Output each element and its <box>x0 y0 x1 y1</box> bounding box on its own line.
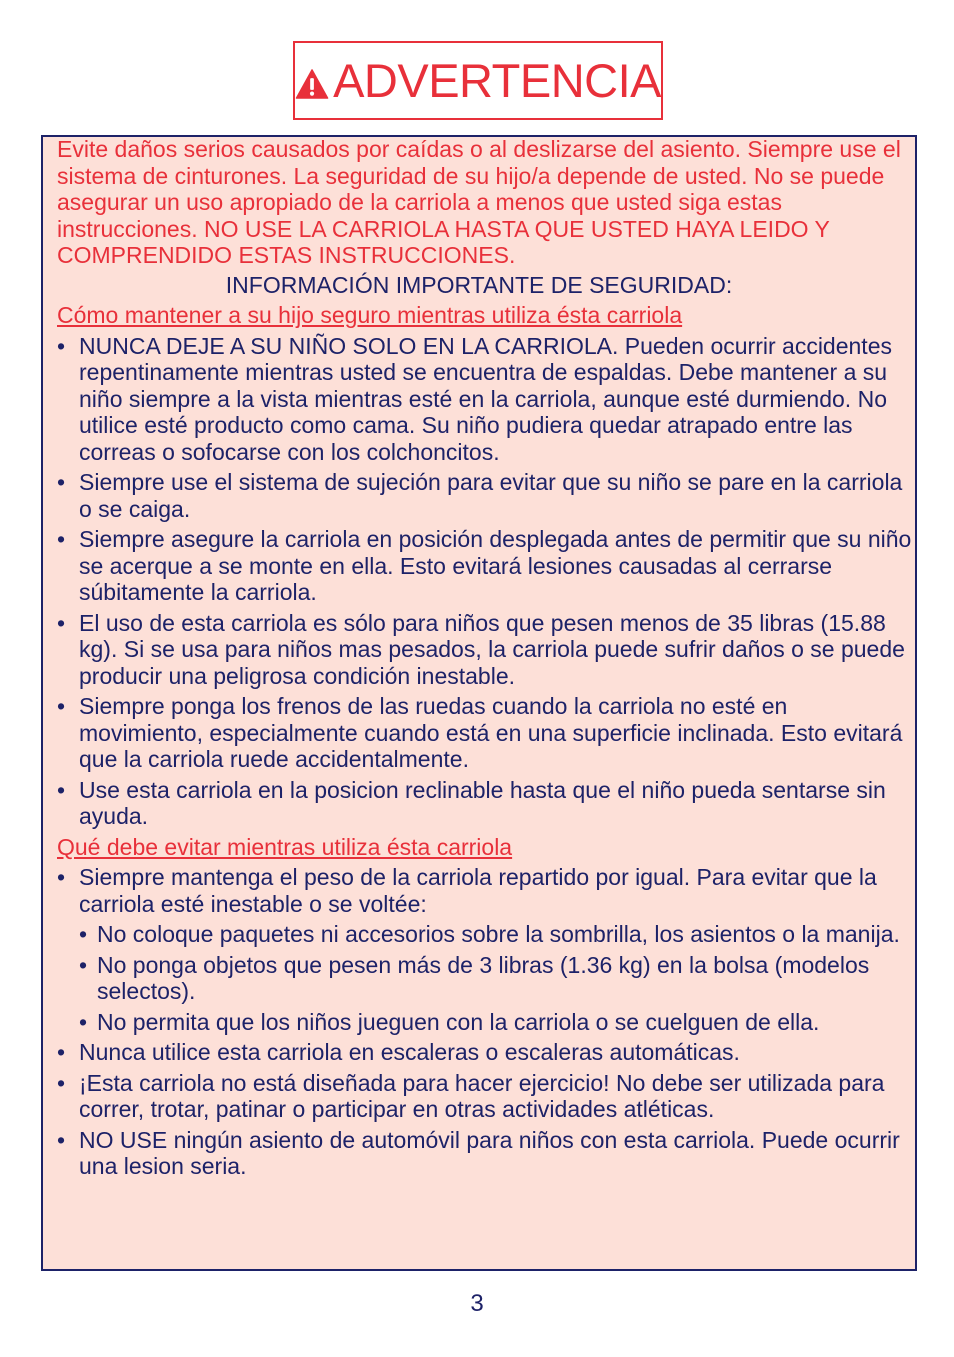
list-item <box>57 864 915 917</box>
sub-bullet: • <box>79 951 88 978</box>
bullet: • <box>57 864 66 890</box>
warning-triangle-icon <box>295 63 329 105</box>
safety-heading: INFORMACIÓN IMPORTANTE DE SEGURIDAD: <box>225 271 733 298</box>
bullet-text: No debe ser utilizada para correr, trotar, patinar o participar en otras actividades atléticas. <box>79 1069 885 1122</box>
bullet: • <box>57 1069 66 1096</box>
list-item <box>57 333 915 466</box>
bullet-text: . Pueden ocurrir accidentes repentinamente mientras usted se encuentra de espaldas. Debe mantener a su niño siempre a la vista mientras esté en la carriola, aunque esté durmiendo. No utilice esté producto como cama. Su niño pudiera quedar atrapado entre las correas o sofocarse con los colchoncitos. <box>79 332 892 465</box>
list-item <box>57 1070 915 1123</box>
intro-text: Evite daños serios causados por caídas o al deslizarse del asiento. Siempre use el sistema de cinturones. La seguridad de su hijo/a depende de usted. No se puede asegurar un uso apropiado de la carriola a menos que usted siga estas instrucciones. NO USE LA CARRIOLA HASTA QUE USTED HAYA LEIDO Y COMPRENDIDO ESTAS INSTRUCCIONES. <box>57 136 901 268</box>
bullet: • <box>57 1039 66 1065</box>
bullet: • <box>57 776 66 803</box>
bullet-strong: Nunca utilice esta carriola en escaleras o escaleras automáticas. <box>79 1039 740 1065</box>
sub-list-item <box>57 921 915 948</box>
bullet: • <box>57 526 66 552</box>
bullet-text: Para evitar que la carriola esté inestable o se voltée: <box>79 864 877 917</box>
list-item <box>57 777 915 830</box>
sub-list-item <box>57 952 915 1005</box>
warning-banner <box>293 41 663 120</box>
bullet-strong: NUNCA DEJE A SU NIÑO SOLO EN LA CARRIOLA <box>79 332 612 359</box>
list-item <box>57 693 915 773</box>
list-item <box>57 526 915 606</box>
section-title-keep-safe: Cómo mantener a su hijo seguro mientras utiliza ésta carriola <box>57 302 683 328</box>
warning-title: ADVERTENCIA <box>333 54 661 107</box>
list-item <box>57 469 915 522</box>
bullet: • <box>57 609 66 636</box>
bullet-text: Use esta carriola en la posicion reclinable hasta que el niño pueda sentarse sin ayuda. <box>79 776 886 829</box>
safety-panel <box>41 135 917 1271</box>
bullet-strong: ¡Esta carriola no está diseñada para hacer ejercicio! <box>79 1069 610 1096</box>
sub-list-item <box>57 1009 915 1036</box>
bullet-text: Esto evitará lesiones causadas al cerrarse súbitamente la carriola. <box>79 552 833 605</box>
bullet-strong: El uso de esta carriola es sólo para niños que pesen menos de 35 libras (15.88 kg). <box>79 609 886 662</box>
bullet: • <box>57 1126 66 1153</box>
bullet: • <box>57 332 66 359</box>
bullet-strong: Siempre use el sistema de sujeción para evitar que su niño se pare en la carriola o se caiga. <box>79 469 903 522</box>
bullet-strong: NO USE ningún asiento de automóvil para niños con esta carriola. Puede ocurrir una lesion seria. <box>79 1126 900 1179</box>
sub-bullet-text: No coloque paquetes ni accesorios sobre la sombrilla, los asientos o la manija. <box>97 921 900 947</box>
bullet-text: Si se usa para niños mas pesados, la carriola puede sufrir daños o se puede producir una peligrosa condición inestable. <box>79 636 905 689</box>
page-number: 3 <box>470 1290 484 1317</box>
sub-bullet-text: No ponga objetos que pesen más de 3 libras (1.36 kg) en la bolsa (modelos selectos). <box>97 951 870 1004</box>
bullet-strong: Siempre ponga los frenos de las ruedas cuando la carriola no esté en movimiento, especialmente cuando está en una superficie inclinada. <box>79 693 788 746</box>
sub-bullet: • <box>79 921 88 947</box>
bullet-strong: Siempre asegure la carriola en posición desplegada antes de permitir que su niño se acerque a se monte en ella. <box>79 526 912 579</box>
bullet: • <box>57 693 66 719</box>
list-item <box>57 1039 915 1066</box>
bullet-text: Esto evitará que la carriola ruede accidentalmente. <box>79 719 903 772</box>
list-item <box>57 1127 915 1180</box>
sub-bullet-text: No permita que los niños jueguen con la carriola o se cuelguen de ella. <box>97 1008 820 1035</box>
section-title-avoid: Qué debe evitar mientras utiliza ésta carriola <box>57 833 513 860</box>
list-item <box>57 610 915 690</box>
bullet: • <box>57 469 66 495</box>
sub-bullet: • <box>79 1008 88 1035</box>
bullet-strong: Siempre mantenga el peso de la carriola repartido por igual. <box>79 864 691 890</box>
